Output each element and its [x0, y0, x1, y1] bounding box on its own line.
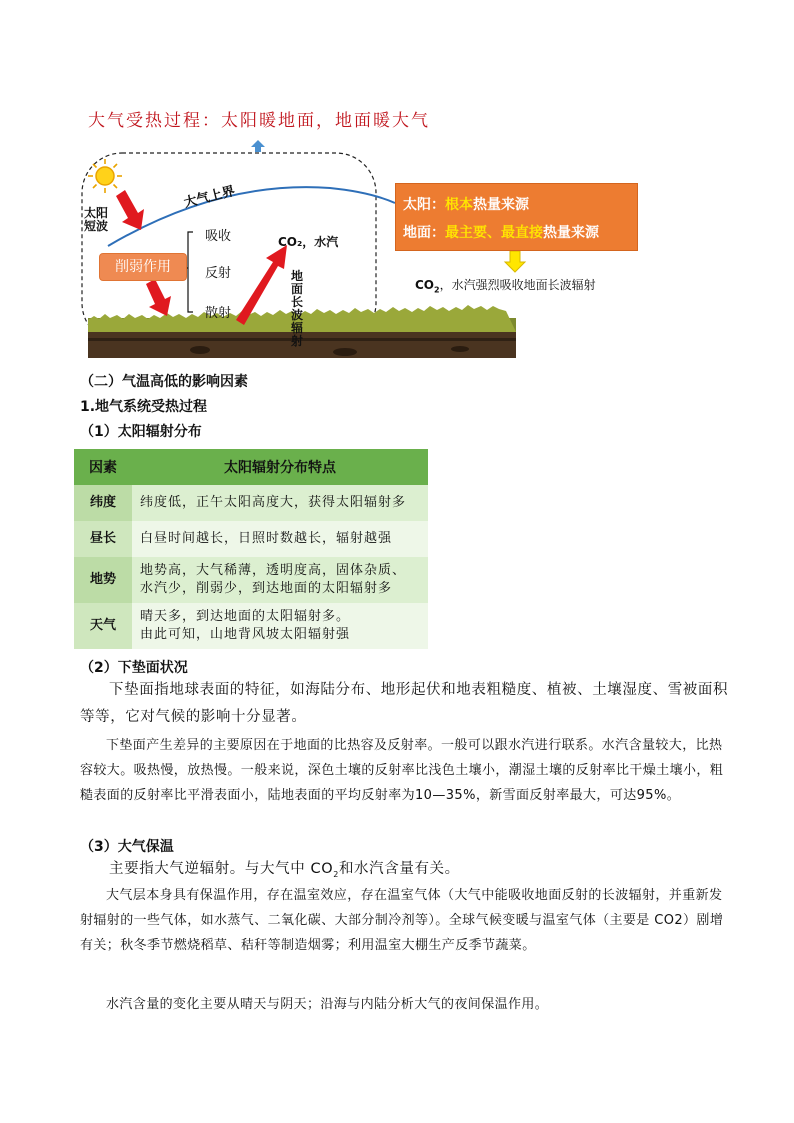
solar-radiation-table	[74, 449, 428, 649]
effect-reflect: 反射	[205, 266, 232, 281]
effect-absorb: 吸收	[205, 229, 232, 244]
co2-absorb-note: $CO_2$，水汽强烈吸收地面长波辐射	[415, 278, 596, 295]
underlying-p2: 下垫面产生差异的主要原因在于地面的比热容及反射率。一般可以跟水汽进行联系。水汽含量较大，比热容较大。吸热慢，放热慢。一般来说，深色土壤的反射率比浅色土壤小，潮湿土壤的反射率比干燥土壤小，粗糙表面的反射率比平滑表面小，陆地表面的平均反射率为10—35%，新雪面反射率最大，可达95%。	[80, 738, 724, 803]
co2-vapor-label: CO₂，水汽	[278, 235, 339, 249]
table-row	[74, 485, 428, 521]
diagram-title: 大气受热过程：太阳暖地面，地面暖大气	[88, 111, 430, 131]
insulation-p2: 大气层本身具有保温作用，存在温室效应，存在温室气体（大气中能吸收地面反射的长波辐射，并重新发射辐射的一些气体，如水蒸气、二氧化碳、大部分制冷剂等）。全球气候变暖与温室气体（主要是 CO2）剧增有关；秋冬季节燃烧稻草、秸秆等制造烟雾；利用温室大棚生产反季节蔬菜。	[80, 888, 724, 953]
insulation-p3: 水汽含量的变化主要从晴天与阴天；沿海与内陆分析大气的夜间保温作用。	[106, 997, 549, 1012]
factor-cell: 天气	[74, 603, 132, 649]
shortwave-arrow-lower	[146, 279, 171, 316]
up-arrow-icon	[251, 140, 265, 152]
sun-icon	[88, 159, 122, 193]
subheading-1-1: （1）太阳辐射分布	[80, 424, 202, 440]
sun-source-row: 太阳：根本热量来源	[403, 197, 529, 213]
feature-cell: 白昼时间越长，日照时数越长，辐射越强	[132, 521, 428, 557]
factor-cell: 昼长	[74, 521, 132, 557]
feature-cell: 晴天多，到达地面的太阳辐射多。 由此可知，山地背风坡太阳辐射强	[132, 603, 428, 649]
ground-longwave-label: 地面长波辐射	[291, 269, 304, 348]
subheading-1: 1.地气系统受热过程	[80, 399, 208, 415]
factor-cell: 地势	[74, 557, 132, 603]
shortwave-arrow-upper	[116, 190, 144, 230]
yellow-down-arrow	[505, 251, 525, 272]
atmosphere-heating-diagram	[0, 0, 794, 370]
weakening-box: 削弱作用	[99, 253, 187, 281]
effect-scatter: 散射	[205, 306, 232, 321]
section-heading: （二）气温高低的影响因素	[80, 374, 248, 390]
ground-source-row: 地面：最主要、最直接热量来源	[403, 225, 599, 241]
table-row	[74, 521, 428, 557]
feature-cell: 纬度低，正午太阳高度大，获得太阳辐射多	[132, 485, 428, 521]
insulation-p1: 主要指大气逆辐射。与大气中 $CO_2$和水汽含量有关。	[109, 861, 460, 879]
header-factor: 因素	[74, 449, 132, 485]
header-feature: 太阳辐射分布特点	[132, 449, 428, 485]
heat-source-box	[395, 183, 638, 251]
upper-atmosphere-label: 大气上界	[182, 183, 237, 212]
upper-atmosphere-curve	[108, 187, 395, 246]
solar-shortwave-label: 太阳短波	[84, 206, 109, 233]
insulation-heading: （3）大气保温	[80, 839, 174, 855]
table-row	[74, 603, 428, 649]
table-row	[74, 557, 428, 603]
underlying-p1: 下垫面指地球表面的特征，如海陆分布、地形起伏和地表粗糙度、植被、土壤湿度、雪被面积等等，它对气候的影响十分显著。	[80, 682, 729, 725]
underlying-heading: （2）下垫面状况	[80, 660, 188, 676]
factor-cell: 纬度	[74, 485, 132, 521]
table-header-row	[74, 449, 428, 485]
feature-cell: 地势高，大气稀薄，透明度高，固体杂质、 水汽少，削弱少，到达地面的太阳辐射多	[132, 557, 428, 603]
